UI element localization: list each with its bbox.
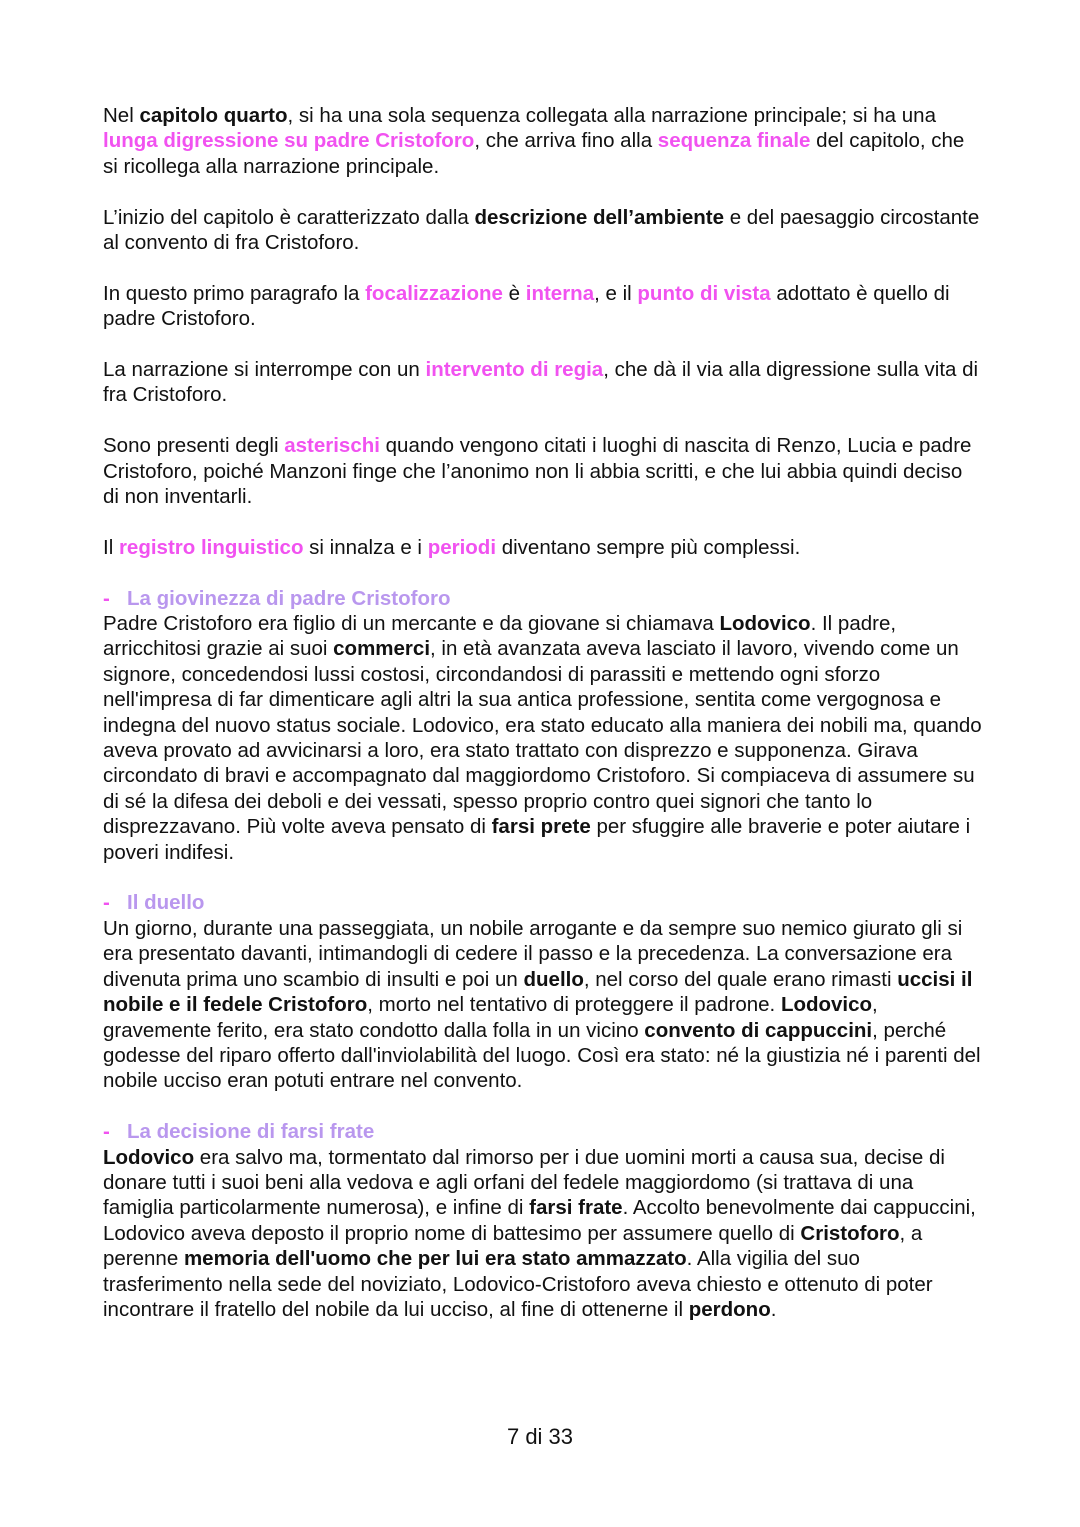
highlighted-term: punto di vista <box>637 281 771 305</box>
intro-paragraph <box>103 103 983 179</box>
highlighted-term: sequenza finale <box>657 129 811 153</box>
text-run: , perché godesse del riparo offerto dall'inviolabilità del luogo. Così era stato: né la giustizia né i parenti del nobile ucciso eran potuti entrare nel convento. <box>103 1018 981 1093</box>
section-heading-text: La decisione di farsi frate <box>127 1120 375 1144</box>
bold-term: farsi frate <box>529 1196 623 1220</box>
text-run: diventano sempre più complessi. <box>496 535 801 559</box>
text-run: Il <box>103 535 119 559</box>
text-run: . Alla vigilia del suo trasferimento nella sede del noviziato, Lodovico-Cristoforo aveva chiesto e ottenuto di poter incontrare il fratello del nobile da lui ucciso, al fine di ottenerne il <box>103 1247 933 1321</box>
section-heading-friar <box>103 1119 983 1144</box>
text-run: La narrazione si interrompe con un <box>103 358 426 382</box>
text-run: si innalza e i <box>303 535 428 559</box>
text-run: , che dà il via alla digressione sulla vita di fra Cristoforo. <box>103 358 979 407</box>
bold-term: Lodovico <box>103 1145 195 1169</box>
document-page <box>103 103 983 1322</box>
setting-paragraph <box>103 205 983 256</box>
text-run: adottato è quello di padre Cristoforo. <box>103 281 950 331</box>
dash-bullet: - <box>103 891 110 915</box>
focalization-paragraph <box>103 281 983 332</box>
section-heading-duel <box>103 890 983 915</box>
text-run: . Il padre, arricchitosi grazie ai suoi <box>103 612 897 661</box>
bold-term: descrizione dell’ambiente <box>474 205 724 229</box>
highlighted-term: asterischi <box>284 434 380 458</box>
highlighted-term: interna <box>525 281 595 305</box>
bold-term: farsi prete <box>491 815 591 839</box>
text-run: Sono presenti degli <box>103 434 285 458</box>
text-run: In questo primo paragrafo la <box>103 281 366 305</box>
section-heading-text: La giovinezza di padre Cristoforo <box>127 586 451 610</box>
section-heading-text: Il duello <box>127 891 205 915</box>
text-run: . <box>770 1297 777 1321</box>
asterisks-paragraph <box>103 433 983 509</box>
text-run: , in età avanzata aveva lasciato il lavoro, vivendo come un signore, concedendosi lussi costosi, circondandosi di parassiti e mettendo ogni sforzo nell'impresa di far dimenticare agli altri la sua antica professione, sentita come vergognosa e indegna del nuovo status sociale. Lodovico, era stato educato alla maniera dei nobili ma, quando aveva provato ad avvicinarsi a loro, era stato trattato con disprezzo e supponenza. Girava circondato di bravi e accompagnato dal maggiordomo Cristoforo. Si compiaceva di assumere su di sé la difesa dei deboli e dei vessati, spesso proprio contro quei signori che tanto lo disprezzavano. Più volte aveva pensato di <box>103 637 982 839</box>
text-run: , e il <box>594 281 638 305</box>
youth-paragraph <box>103 611 983 865</box>
text-run: , che arriva fino alla <box>474 129 658 153</box>
text-run: per sfuggire alle braverie e poter aiutare i poveri indifesi. <box>103 815 971 864</box>
text-run: Padre Cristoforo era figlio di un mercante e da giovane si chiamava <box>103 612 720 636</box>
highlighted-term: registro linguistico <box>118 535 304 559</box>
text-run: è <box>502 281 526 305</box>
text-run: , a perenne <box>103 1221 923 1271</box>
highlighted-term: lunga digressione su padre Cristoforo <box>103 129 475 153</box>
text-run: , si ha una sola sequenza collegata alla narrazione principale; si ha una <box>287 104 936 127</box>
text-run: . Accolto benevolmente dai cappuccini, Lodovico aveva deposto il proprio nome di battesimo per assumere quello di <box>103 1196 976 1245</box>
highlighted-term: periodi <box>427 535 497 559</box>
bold-term: memoria dell'uomo che per lui era stato ammazzato <box>183 1247 687 1271</box>
duel-paragraph <box>103 916 983 1094</box>
friar-decision-paragraph <box>103 1145 983 1323</box>
text-run: , morto nel tentativo di proteggere il padrone. <box>367 993 781 1017</box>
bold-term: capitolo quarto <box>139 104 288 127</box>
bold-term: perdono <box>688 1297 771 1321</box>
text-run: quando vengono citati i luoghi di nascita di Renzo, Lucia e padre Cristoforo, poiché Manzoni finge che l’anonimo non li abbia scritti, e che lui abbia quindi deciso di non inventarli. <box>103 434 972 509</box>
text-run: era salvo ma, tormentato dal rimorso per i due uomini morti a causa sua, decise di donare tutti i suoi beni alla vedova e agli orfani del fedele maggiordomo (si trattava di una famiglia particolarmente numerosa), e infine di <box>103 1145 945 1220</box>
register-paragraph <box>103 535 983 560</box>
text-run: , gravemente ferito, era stato condotto dalla folla in un vicino <box>103 993 878 1042</box>
text-run: Nel <box>103 104 140 127</box>
narrator-intervention-paragraph <box>103 357 983 408</box>
bold-term: convento di cappuccini <box>644 1018 873 1042</box>
text-run: L’inizio del capitolo è caratterizzato dalla <box>103 205 475 229</box>
bold-term: uccisi il nobile e il fedele Cristoforo <box>103 967 973 1017</box>
dash-bullet: - <box>103 1120 110 1144</box>
text-run: del capitolo, che si ricollega alla narrazione principale. <box>103 129 965 178</box>
bold-term: Cristoforo <box>800 1221 900 1245</box>
text-run: , nel corso del quale erano rimasti <box>583 967 898 991</box>
bold-term: duello <box>523 967 584 991</box>
highlighted-term: focalizzazione <box>365 281 503 305</box>
highlighted-term: intervento di regia <box>425 358 604 382</box>
bold-term: commerci <box>333 637 431 661</box>
text-run: e del paesaggio circostante al convento di fra Cristoforo. <box>103 205 980 255</box>
bold-term: Lodovico <box>780 993 873 1017</box>
page-number: 7 di 33 <box>506 1424 574 1449</box>
text-run: Un giorno, durante una passeggiata, un nobile arrogante e da sempre suo nemico giurato gli si era presentato davanti, intimandogli di cedere il passo e la precedenza. La conversazione era divenuta prima uno scambio di insulti e poi un <box>103 916 963 991</box>
dash-bullet: - <box>103 586 110 610</box>
bold-term: Lodovico <box>719 612 811 636</box>
section-heading-youth <box>103 586 983 611</box>
